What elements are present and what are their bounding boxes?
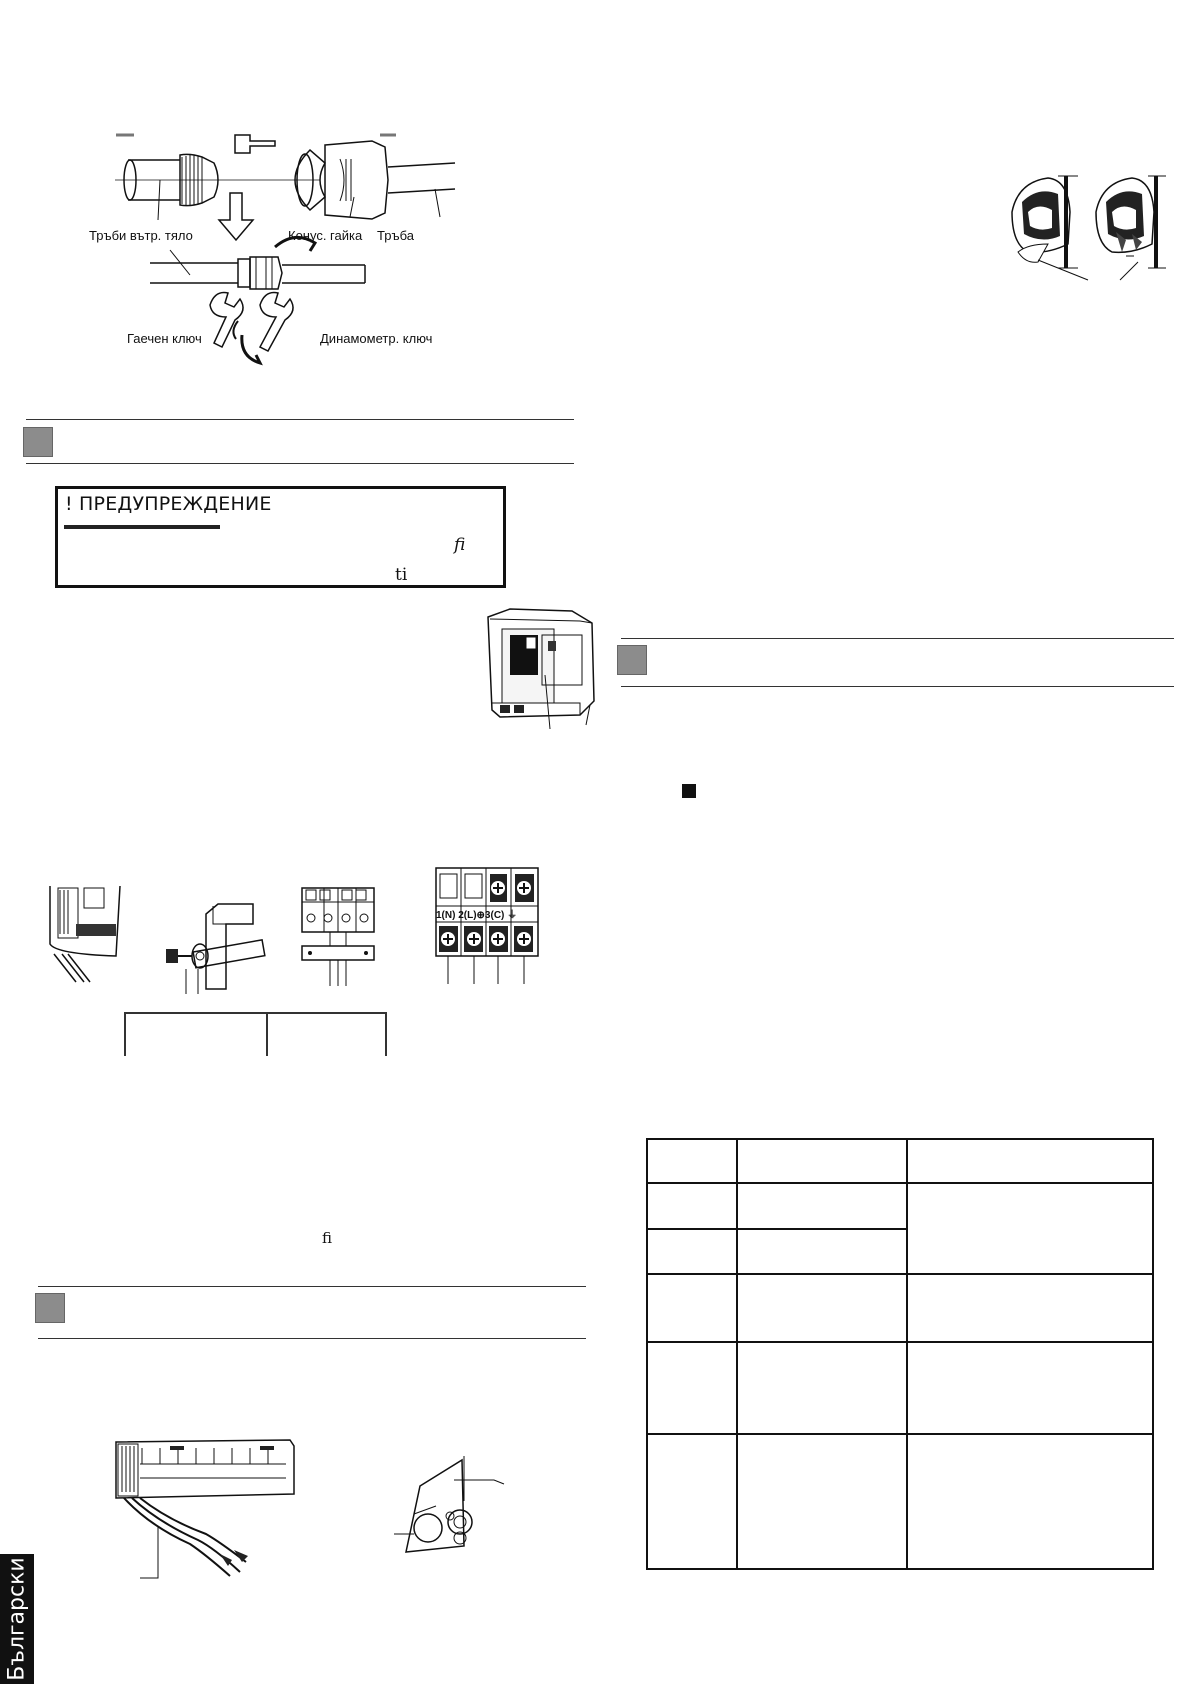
indoor-unit-open-panel: [480, 605, 600, 730]
warning-fragment-1: ﬁ: [454, 535, 466, 555]
section-marker: [617, 645, 647, 675]
table-cell: [907, 1434, 1153, 1569]
warning-fragment-2: ti: [395, 565, 408, 585]
section-rule-top: [26, 419, 574, 420]
table-cell: [737, 1274, 907, 1342]
wiring-fragment-fi: fi: [322, 1229, 333, 1247]
indoor-unit-cables-figure: [110, 1436, 300, 1580]
table-cell: [647, 1183, 737, 1229]
table-cell: [907, 1274, 1153, 1342]
bullet-square: [682, 784, 696, 798]
wiring-figure-cable-clamp: [158, 894, 268, 994]
table-cell: [907, 1139, 1153, 1183]
section-rule-top: [38, 1286, 586, 1287]
warning-title: ! ПРЕДУПРЕЖДЕНИЕ: [65, 493, 272, 515]
table-cell: [907, 1342, 1153, 1434]
flare-nut-label: Конус. гайка: [288, 228, 363, 243]
table-cell: [737, 1183, 907, 1229]
wiring-figure-unit-corner: [46, 884, 124, 984]
section-marker: [35, 1293, 65, 1323]
table-cell: [737, 1342, 907, 1434]
table-cell: [647, 1229, 737, 1274]
table-cell: [647, 1434, 737, 1569]
small-table-cell: [267, 1013, 386, 1056]
terminal-block-diagram: [434, 866, 540, 986]
indoor-pipe-label: Тръби вътр. тяло: [89, 228, 193, 243]
section-rule-bottom: [26, 463, 574, 464]
small-table: [124, 1012, 387, 1056]
table-cell: [647, 1342, 737, 1434]
table-cell: [907, 1183, 1153, 1274]
section-rule-top: [621, 638, 1174, 639]
warning-box: [55, 486, 506, 588]
pipe-corner-figure: [394, 1456, 504, 1566]
flare-connection-diagram: [110, 125, 470, 395]
wiring-figure-terminal-strip: [298, 886, 378, 986]
warning-title-underline: [64, 525, 220, 529]
wiring-table: [646, 1138, 1154, 1570]
wall-mounting-figure: [1008, 172, 1168, 282]
spanner-label: Гаечен ключ: [127, 331, 202, 346]
table-cell: [647, 1274, 737, 1342]
torque-wrench-label: Динамометр. ключ: [320, 331, 433, 346]
table-cell: [647, 1139, 737, 1183]
small-table-cell: [125, 1013, 267, 1056]
table-cell: [737, 1229, 907, 1274]
terminal-labels: 1(N) 2(L)⊕3(C) ⏚: [436, 910, 518, 921]
table-cell: [737, 1434, 907, 1569]
section-marker: [23, 427, 53, 457]
language-label: Български: [4, 1557, 30, 1681]
language-sidebar: [0, 1554, 34, 1684]
pipe-label: Тръба: [377, 228, 414, 243]
section-rule-bottom: [621, 686, 1174, 687]
table-cell: [737, 1139, 907, 1183]
section-rule-bottom: [38, 1338, 586, 1339]
